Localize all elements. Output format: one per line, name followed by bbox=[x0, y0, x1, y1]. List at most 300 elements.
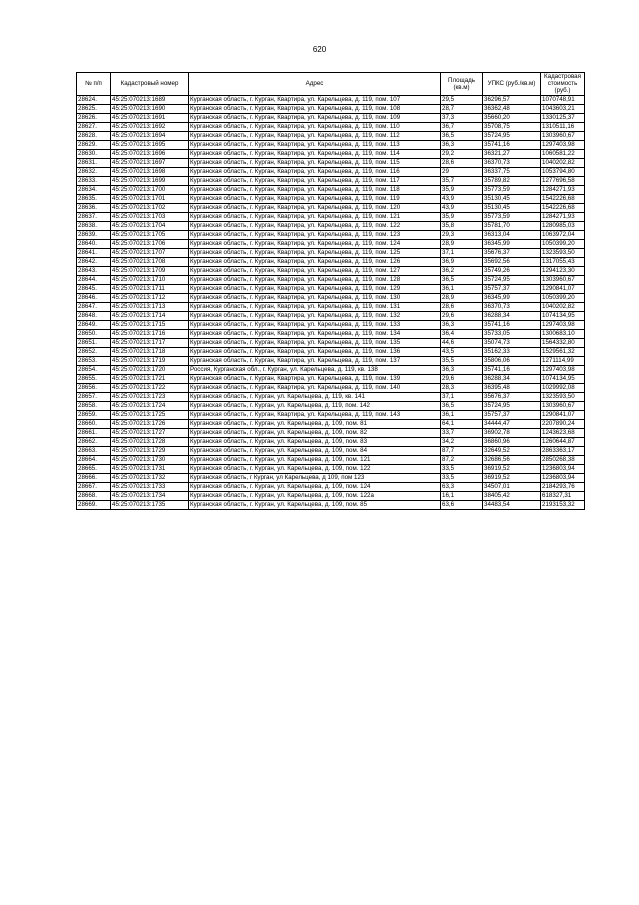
cell-upks: 36337,75 bbox=[483, 167, 541, 176]
cell-number: 28624. bbox=[77, 95, 111, 104]
cell-upks: 35741,16 bbox=[483, 320, 541, 329]
cell-area: 29,3 bbox=[441, 230, 483, 239]
cell-cadastral-number: 45:25:070213:1706 bbox=[111, 239, 189, 248]
cell-area: 35,9 bbox=[441, 185, 483, 194]
cell-address: Курганская область, г. Курган, Квартира, ул. Карельцева, д. 119, пом. 137 bbox=[189, 356, 441, 365]
cell-area: 43,9 bbox=[441, 194, 483, 203]
cell-cadastral-number: 45:25:070213:1701 bbox=[111, 194, 189, 203]
cell-number: 28637. bbox=[77, 212, 111, 221]
cell-upks: 35789,82 bbox=[483, 176, 541, 185]
table-row bbox=[77, 392, 585, 401]
cell-cadastral-number: 45:25:070213:1721 bbox=[111, 374, 189, 383]
table-row bbox=[77, 491, 585, 500]
cell-upks: 36370,73 bbox=[483, 158, 541, 167]
cell-cadastral-cost: 1236803,94 bbox=[541, 464, 585, 473]
table-row bbox=[77, 455, 585, 464]
cell-number: 28655. bbox=[77, 374, 111, 383]
cell-upks: 35741,16 bbox=[483, 365, 541, 374]
cell-cadastral-cost: 1303960,67 bbox=[541, 275, 585, 284]
cell-cadastral-cost: 1260644,87 bbox=[541, 437, 585, 446]
cell-upks: 36362,48 bbox=[483, 104, 541, 113]
cell-address: Курганская область, г. Курган, ул. Карельцева, д. 109, пом. 85 bbox=[189, 500, 441, 509]
table-row bbox=[77, 176, 585, 185]
cell-area: 29,5 bbox=[441, 95, 483, 104]
cell-area: 43,9 bbox=[441, 203, 483, 212]
cell-number: 28648. bbox=[77, 311, 111, 320]
table-row bbox=[77, 203, 585, 212]
table-row bbox=[77, 212, 585, 221]
cell-area: 29,6 bbox=[441, 311, 483, 320]
cell-cadastral-number: 45:25:070213:1703 bbox=[111, 212, 189, 221]
cell-upks: 35692,56 bbox=[483, 257, 541, 266]
cell-cadastral-cost: 1040202,82 bbox=[541, 302, 585, 311]
table-row bbox=[77, 320, 585, 329]
table-row bbox=[77, 248, 585, 257]
table-row bbox=[77, 374, 585, 383]
cell-area: 36,5 bbox=[441, 275, 483, 284]
cell-address: Курганская область, г. Курган, Квартира, ул. Карельцева, д. 119, пом. 115 bbox=[189, 158, 441, 167]
cell-upks: 34483,54 bbox=[483, 500, 541, 509]
cell-upks: 35733,05 bbox=[483, 329, 541, 338]
cell-upks: 35749,26 bbox=[483, 266, 541, 275]
table-header bbox=[77, 73, 585, 96]
cell-upks: 35757,37 bbox=[483, 284, 541, 293]
cell-cadastral-number: 45:25:070213:1714 bbox=[111, 311, 189, 320]
cell-area: 29,2 bbox=[441, 149, 483, 158]
cell-cadastral-cost: 1542226,68 bbox=[541, 194, 585, 203]
cell-address: Курганская область, г. Курган, Квартира, ул. Карельцева, д. 119, пом. 113 bbox=[189, 140, 441, 149]
header-upks: УПКС (руб./кв.м) bbox=[483, 73, 541, 96]
cell-upks: 38405,42 bbox=[483, 491, 541, 500]
cell-area: 28,3 bbox=[441, 383, 483, 392]
cell-cadastral-cost: 2207890,24 bbox=[541, 419, 585, 428]
cell-area: 28,9 bbox=[441, 293, 483, 302]
cell-address: Курганская область, г. Курган, Квартира, ул. Карельцева, д. 119, пом. 139 bbox=[189, 374, 441, 383]
cell-number: 28657. bbox=[77, 392, 111, 401]
cell-number: 28667. bbox=[77, 482, 111, 491]
cell-number: 28645. bbox=[77, 284, 111, 293]
cell-upks: 36345,99 bbox=[483, 293, 541, 302]
cell-number: 28663. bbox=[77, 446, 111, 455]
cell-cadastral-number: 45:25:070213:1709 bbox=[111, 266, 189, 275]
cell-cadastral-cost: 1290841,07 bbox=[541, 410, 585, 419]
cell-area: 36,5 bbox=[441, 401, 483, 410]
cell-address: Курганская область, г. Курган, Квартира, ул. Карельцева, д. 119, пом. 114 bbox=[189, 149, 441, 158]
cell-cadastral-cost: 1236803,94 bbox=[541, 473, 585, 482]
cell-area: 35,9 bbox=[441, 212, 483, 221]
cell-cadastral-cost: 2193153,32 bbox=[541, 500, 585, 509]
cell-upks: 36296,57 bbox=[483, 95, 541, 104]
cell-cadastral-cost: 1243623,68 bbox=[541, 428, 585, 437]
cell-area: 35,5 bbox=[441, 356, 483, 365]
table-row bbox=[77, 446, 585, 455]
cell-cadastral-cost: 1043603,21 bbox=[541, 104, 585, 113]
cell-number: 28659. bbox=[77, 410, 111, 419]
cell-number: 28651. bbox=[77, 338, 111, 347]
cell-address: Курганская область, г. Курган, ул. Карельцева, д. 109, пом. 124 bbox=[189, 482, 441, 491]
cell-cadastral-number: 45:25:070213:1698 bbox=[111, 167, 189, 176]
cell-area: 28,6 bbox=[441, 158, 483, 167]
cell-upks: 36395,48 bbox=[483, 383, 541, 392]
cell-upks: 34507,01 bbox=[483, 482, 541, 491]
cell-cadastral-cost: 1303960,67 bbox=[541, 131, 585, 140]
cell-cadastral-number: 45:25:070213:1720 bbox=[111, 365, 189, 374]
table-row bbox=[77, 347, 585, 356]
cell-address: Курганская область, г. Курган, Квартира, ул. Карельцева, д. 119, пом. 108 bbox=[189, 104, 441, 113]
cell-cadastral-cost: 1060581,22 bbox=[541, 149, 585, 158]
cell-upks: 36860,96 bbox=[483, 437, 541, 446]
cell-number: 28646. bbox=[77, 293, 111, 302]
cell-cadastral-cost: 1303960,67 bbox=[541, 401, 585, 410]
cell-number: 28668. bbox=[77, 491, 111, 500]
cell-cadastral-cost: 1323593,50 bbox=[541, 392, 585, 401]
table-row bbox=[77, 95, 585, 104]
cell-cadastral-number: 45:25:070213:1712 bbox=[111, 293, 189, 302]
cell-upks: 35074,73 bbox=[483, 338, 541, 347]
cell-upks: 35676,37 bbox=[483, 248, 541, 257]
cell-cadastral-cost: 1277696,58 bbox=[541, 176, 585, 185]
cell-cadastral-number: 45:25:070213:1733 bbox=[111, 482, 189, 491]
cell-cadastral-number: 45:25:070213:1705 bbox=[111, 230, 189, 239]
cell-cadastral-cost: 1284271,93 bbox=[541, 185, 585, 194]
cell-address: Курганская область, г. Курган, ул. Карельцева, д. 109, пом. 83 bbox=[189, 437, 441, 446]
cell-cadastral-cost: 1284271,93 bbox=[541, 212, 585, 221]
cell-upks: 36919,52 bbox=[483, 473, 541, 482]
cell-number: 28630. bbox=[77, 149, 111, 158]
cell-number: 28665. bbox=[77, 464, 111, 473]
cell-upks: 35757,37 bbox=[483, 410, 541, 419]
table-row bbox=[77, 275, 585, 284]
table-row bbox=[77, 221, 585, 230]
cell-upks: 36370,73 bbox=[483, 302, 541, 311]
table-row bbox=[77, 239, 585, 248]
cell-address: Курганская область, г. Курган, Квартира, ул. Карельцева, д. 119, пом. 126 bbox=[189, 257, 441, 266]
cell-number: 28644. bbox=[77, 275, 111, 284]
cell-area: 28,9 bbox=[441, 239, 483, 248]
table-row bbox=[77, 131, 585, 140]
cell-number: 28664. bbox=[77, 455, 111, 464]
cell-address: Курганская область, г. Курган, ул. Карельцева, д. 109, пом. 82 bbox=[189, 428, 441, 437]
cell-cadastral-cost: 1050399,20 bbox=[541, 239, 585, 248]
cell-area: 43,5 bbox=[441, 347, 483, 356]
cell-upks: 35781,70 bbox=[483, 221, 541, 230]
cell-cadastral-number: 45:25:070213:1689 bbox=[111, 95, 189, 104]
header-cadastral-number: Кадастровый номер bbox=[111, 73, 189, 96]
table-row bbox=[77, 365, 585, 374]
table-row bbox=[77, 194, 585, 203]
cell-cadastral-number: 45:25:070213:1724 bbox=[111, 401, 189, 410]
cell-upks: 32686,56 bbox=[483, 455, 541, 464]
cell-area: 36,1 bbox=[441, 410, 483, 419]
table-row bbox=[77, 356, 585, 365]
cell-address: Курганская область, г. Курган, Квартира, ул. Карельцева, д. 119, пом. 125 bbox=[189, 248, 441, 257]
table-row bbox=[77, 383, 585, 392]
cell-area: 33,5 bbox=[441, 473, 483, 482]
cell-number: 28631. bbox=[77, 158, 111, 167]
cell-cadastral-cost: 2863363,17 bbox=[541, 446, 585, 455]
cell-address: Курганская область, г. Курган, Квартира, ул. Карельцева, д. 119, пом. 117 bbox=[189, 176, 441, 185]
cell-area: 36,5 bbox=[441, 131, 483, 140]
cell-address: Курганская область, г. Курган, Квартира, ул. Карельцева, д. 119, пом. 116 bbox=[189, 167, 441, 176]
cell-number: 28647. bbox=[77, 302, 111, 311]
cell-area: 36,3 bbox=[441, 365, 483, 374]
cell-upks: 35806,06 bbox=[483, 356, 541, 365]
cell-address: Россия, Курганская обл., г. Курган, ул. Карельцева, д. 119, кв. 138 bbox=[189, 365, 441, 374]
cell-cadastral-cost: 1323593,50 bbox=[541, 248, 585, 257]
cell-cadastral-number: 45:25:070213:1694 bbox=[111, 131, 189, 140]
cell-number: 28634. bbox=[77, 185, 111, 194]
cell-area: 64,1 bbox=[441, 419, 483, 428]
header-number: № п/п bbox=[77, 73, 111, 96]
cell-address: Курганская область, г. Курган, Квартира, ул. Карельцева, д. 119, пом. 123 bbox=[189, 230, 441, 239]
cell-upks: 36288,34 bbox=[483, 311, 541, 320]
cell-cadastral-cost: 1074134,95 bbox=[541, 374, 585, 383]
cell-number: 28650. bbox=[77, 329, 111, 338]
cell-address: Курганская область, г. Курган, Квартира, ул. Карельцева, д. 119, пом. 129 bbox=[189, 284, 441, 293]
cell-upks: 36919,52 bbox=[483, 464, 541, 473]
cell-number: 28654. bbox=[77, 365, 111, 374]
cell-cadastral-number: 45:25:070213:1702 bbox=[111, 203, 189, 212]
cell-cadastral-number: 45:25:070213:1715 bbox=[111, 320, 189, 329]
cell-cadastral-cost: 1290841,07 bbox=[541, 284, 585, 293]
cell-number: 28643. bbox=[77, 266, 111, 275]
cell-cadastral-number: 45:25:070213:1730 bbox=[111, 455, 189, 464]
table-row bbox=[77, 419, 585, 428]
cell-area: 36,1 bbox=[441, 284, 483, 293]
cell-cadastral-number: 45:25:070213:1731 bbox=[111, 464, 189, 473]
cell-cadastral-cost: 1063972,04 bbox=[541, 230, 585, 239]
cell-upks: 35724,95 bbox=[483, 131, 541, 140]
cell-area: 63,6 bbox=[441, 500, 483, 509]
cell-area: 37,1 bbox=[441, 248, 483, 257]
cell-cadastral-number: 45:25:070213:1722 bbox=[111, 383, 189, 392]
cell-area: 35,8 bbox=[441, 221, 483, 230]
table-row bbox=[77, 338, 585, 347]
cell-address: Курганская область, г. Курган, Квартира, ул. Карельцева, д. 119, пом. 134 bbox=[189, 329, 441, 338]
table-row bbox=[77, 104, 585, 113]
cell-number: 28649. bbox=[77, 320, 111, 329]
cell-cadastral-number: 45:25:070213:1695 bbox=[111, 140, 189, 149]
cell-cadastral-cost: 1529561,32 bbox=[541, 347, 585, 356]
cell-address: Курганская область, г. Курган, Квартира, ул. Карельцева, д. 119, пом. 140 bbox=[189, 383, 441, 392]
cell-cadastral-cost: 1050399,20 bbox=[541, 293, 585, 302]
cell-cadastral-cost: 1542226,68 bbox=[541, 203, 585, 212]
header-address: Адрес bbox=[189, 73, 441, 96]
cell-number: 28626. bbox=[77, 113, 111, 122]
cell-upks: 36288,34 bbox=[483, 374, 541, 383]
cell-cadastral-cost: 1029992,08 bbox=[541, 383, 585, 392]
cell-address: Курганская область, г. Курган, Квартира, ул. Карельцева, д. 119, пом. 118 bbox=[189, 185, 441, 194]
table-row bbox=[77, 284, 585, 293]
cell-area: 36,9 bbox=[441, 257, 483, 266]
table-row bbox=[77, 437, 585, 446]
cell-cadastral-cost: 1294123,30 bbox=[541, 266, 585, 275]
table-row bbox=[77, 500, 585, 509]
cell-cadastral-number: 45:25:070213:1729 bbox=[111, 446, 189, 455]
cell-address: Курганская область, г. Курган, Квартира, ул. Карельцева, д. 119, пом. 110 bbox=[189, 122, 441, 131]
cell-address: Курганская область, г. Курган, Квартира, ул. Карельцева, д. 119, пом. 131 bbox=[189, 302, 441, 311]
table-row bbox=[77, 482, 585, 491]
cell-number: 28632. bbox=[77, 167, 111, 176]
cell-upks: 36902,78 bbox=[483, 428, 541, 437]
cell-area: 16,1 bbox=[441, 491, 483, 500]
cell-cadastral-number: 45:25:070213:1716 bbox=[111, 329, 189, 338]
cell-cadastral-cost: 1330125,37 bbox=[541, 113, 585, 122]
cell-upks: 34444,47 bbox=[483, 419, 541, 428]
header-area: Площадь (кв.м) bbox=[441, 73, 483, 96]
cell-upks: 35741,16 bbox=[483, 140, 541, 149]
cell-cadastral-cost: 2850268,38 bbox=[541, 455, 585, 464]
cell-cadastral-number: 45:25:070213:1697 bbox=[111, 158, 189, 167]
cell-cadastral-cost: 1074134,95 bbox=[541, 311, 585, 320]
page-number: 620 bbox=[312, 45, 327, 54]
cell-address: Курганская область, г. Курган, Квартира, ул. Карельцева, д. 119, пом. 120 bbox=[189, 203, 441, 212]
cell-number: 28661. bbox=[77, 428, 111, 437]
cell-number: 28660. bbox=[77, 419, 111, 428]
table-row bbox=[77, 140, 585, 149]
cell-area: 87,7 bbox=[441, 446, 483, 455]
cell-number: 28653. bbox=[77, 356, 111, 365]
cell-cadastral-cost: 1053794,80 bbox=[541, 167, 585, 176]
cell-cadastral-number: 45:25:070213:1718 bbox=[111, 347, 189, 356]
cell-area: 36,3 bbox=[441, 320, 483, 329]
cell-area: 29,6 bbox=[441, 374, 483, 383]
cell-cadastral-cost: 1280985,03 bbox=[541, 221, 585, 230]
cell-upks: 35130,45 bbox=[483, 203, 541, 212]
cell-area: 29 bbox=[441, 167, 483, 176]
cell-cadastral-cost: 1300683,10 bbox=[541, 329, 585, 338]
cell-address: Курганская область, г. Курган, Квартира, ул. Карельцева, д. 119, пом. 109 bbox=[189, 113, 441, 122]
cell-upks: 35708,75 bbox=[483, 122, 541, 131]
cell-number: 28662. bbox=[77, 437, 111, 446]
cell-number: 28641. bbox=[77, 248, 111, 257]
cell-area: 33,5 bbox=[441, 464, 483, 473]
table-row bbox=[77, 464, 585, 473]
cell-address: Курганская область, г. Курган, Квартира, ул. Карельцева, д. 119, пом. 121 bbox=[189, 212, 441, 221]
cell-cadastral-number: 45:25:070213:1690 bbox=[111, 104, 189, 113]
cell-cadastral-number: 45:25:070213:1699 bbox=[111, 176, 189, 185]
cell-area: 37,1 bbox=[441, 392, 483, 401]
cell-area: 63,3 bbox=[441, 482, 483, 491]
cell-area: 36,7 bbox=[441, 122, 483, 131]
cell-address: Курганская область, г. Курган, ул. Карельцева, д. 109, пом. 122а bbox=[189, 491, 441, 500]
cell-number: 28627. bbox=[77, 122, 111, 131]
cell-address: Курганская область, г. Курган, Квартира, ул. Карельцева, д. 119, пом. 143 bbox=[189, 410, 441, 419]
cell-address: Курганская область, г. Курган, Квартира, ул. Карельцева, д. 119, пом. 107 bbox=[189, 95, 441, 104]
cell-address: Курганская область, г. Курган, Квартира, ул. Карельцева, д. 119, пом. 136 bbox=[189, 347, 441, 356]
cell-area: 36,3 bbox=[441, 140, 483, 149]
cell-area: 44,6 bbox=[441, 338, 483, 347]
cell-cadastral-number: 45:25:070213:1707 bbox=[111, 248, 189, 257]
table-row bbox=[77, 122, 585, 131]
table-body bbox=[77, 95, 585, 509]
cell-number: 28629. bbox=[77, 140, 111, 149]
cell-address: Курганская область, г. Курган, ул. Карельцева, д. 109, пом. 81 bbox=[189, 419, 441, 428]
cell-cadastral-number: 45:25:070213:1732 bbox=[111, 473, 189, 482]
cell-cadastral-cost: 1564332,80 bbox=[541, 338, 585, 347]
table-row bbox=[77, 185, 585, 194]
cell-upks: 35724,95 bbox=[483, 401, 541, 410]
table-row bbox=[77, 302, 585, 311]
cell-cadastral-number: 45:25:070213:1719 bbox=[111, 356, 189, 365]
cell-area: 33,7 bbox=[441, 428, 483, 437]
cell-upks: 35773,59 bbox=[483, 185, 541, 194]
cell-cadastral-cost: 1310511,16 bbox=[541, 122, 585, 131]
cell-number: 28639. bbox=[77, 230, 111, 239]
cell-number: 28636. bbox=[77, 203, 111, 212]
cell-upks: 36345,99 bbox=[483, 239, 541, 248]
cell-address: Курганская область, г. Курган, ул. Карельцева, д. 119, пом. 142 bbox=[189, 401, 441, 410]
cell-cadastral-number: 45:25:070213:1728 bbox=[111, 437, 189, 446]
cell-number: 28669. bbox=[77, 500, 111, 509]
cell-cadastral-cost: 1040202,82 bbox=[541, 158, 585, 167]
table-row bbox=[77, 401, 585, 410]
cell-upks: 35676,37 bbox=[483, 392, 541, 401]
table-row bbox=[77, 158, 585, 167]
cell-cadastral-cost: 618327,31 bbox=[541, 491, 585, 500]
table-row bbox=[77, 329, 585, 338]
cell-address: Курганская область, г. Курган, Квартира, ул. Карельцева, д. 119, пом. 119 bbox=[189, 194, 441, 203]
cell-cadastral-cost: 1271114,99 bbox=[541, 356, 585, 365]
table-row bbox=[77, 257, 585, 266]
table-row bbox=[77, 428, 585, 437]
cell-upks: 35773,59 bbox=[483, 212, 541, 221]
cell-address: Курганская область, г. Курган, Квартира, ул. Карельцева, д. 119, пом. 133 bbox=[189, 320, 441, 329]
cell-area: 28,6 bbox=[441, 302, 483, 311]
cell-cadastral-number: 45:25:070213:1726 bbox=[111, 419, 189, 428]
cell-cadastral-number: 45:25:070213:1711 bbox=[111, 284, 189, 293]
cell-number: 28633. bbox=[77, 176, 111, 185]
cell-cadastral-cost: 1297403,98 bbox=[541, 320, 585, 329]
cell-upks: 35724,95 bbox=[483, 275, 541, 284]
cell-cadastral-cost: 1317055,43 bbox=[541, 257, 585, 266]
cell-address: Курганская область, г. Курган, Квартира, ул. Карельцева, д. 119, пом. 128 bbox=[189, 275, 441, 284]
cell-address: Курганская область, г. Курган, Квартира, ул. Карельцева, д. 119, пом. 124 bbox=[189, 239, 441, 248]
cell-address: Курганская область, г Курган, ул Карельцева, д 109, пом 123 bbox=[189, 473, 441, 482]
cell-cadastral-cost: 1297403,98 bbox=[541, 365, 585, 374]
cell-address: Курганская область, г. Курган, Квартира, ул. Карельцева, д. 119, пом. 112 bbox=[189, 131, 441, 140]
cell-cadastral-number: 45:25:070213:1723 bbox=[111, 392, 189, 401]
cell-cadastral-number: 45:25:070213:1708 bbox=[111, 257, 189, 266]
table-row bbox=[77, 410, 585, 419]
cell-area: 34,2 bbox=[441, 437, 483, 446]
cell-area: 35,7 bbox=[441, 176, 483, 185]
table-row bbox=[77, 167, 585, 176]
cadastral-table bbox=[76, 72, 585, 510]
table-row bbox=[77, 113, 585, 122]
cell-area: 37,3 bbox=[441, 113, 483, 122]
cell-upks: 36313,04 bbox=[483, 230, 541, 239]
table-row bbox=[77, 149, 585, 158]
cell-number: 28640. bbox=[77, 239, 111, 248]
cell-address: Курганская область, г. Курган, Квартира, ул. Карельцева, д. 119, пом. 130 bbox=[189, 293, 441, 302]
cell-area: 87,2 bbox=[441, 455, 483, 464]
cell-address: Курганская область, г. Курган, Квартира, ул. Карельцева, д. 119, пом. 135 bbox=[189, 338, 441, 347]
cell-address: Курганская область, г. Курган, Квартира, ул. Карельцева, д. 119, пом. 127 bbox=[189, 266, 441, 275]
cell-cadastral-number: 45:25:070213:1700 bbox=[111, 185, 189, 194]
cell-upks: 35162,33 bbox=[483, 347, 541, 356]
table-row bbox=[77, 293, 585, 302]
cell-area: 36,4 bbox=[441, 329, 483, 338]
cell-number: 28666. bbox=[77, 473, 111, 482]
table-row bbox=[77, 266, 585, 275]
cell-number: 28628. bbox=[77, 131, 111, 140]
cell-address: Курганская область, г. Курган, ул. Карельцева, д. 119, кв. 141 bbox=[189, 392, 441, 401]
cell-address: Курганская область, г. Курган, ул. Карельцева, д. 109, пом. 122 bbox=[189, 464, 441, 473]
cell-cadastral-number: 45:25:070213:1734 bbox=[111, 491, 189, 500]
table-row bbox=[77, 473, 585, 482]
cell-address: Курганская область, г. Курган, ул. Карельцева, д. 109, пом. 84 bbox=[189, 446, 441, 455]
